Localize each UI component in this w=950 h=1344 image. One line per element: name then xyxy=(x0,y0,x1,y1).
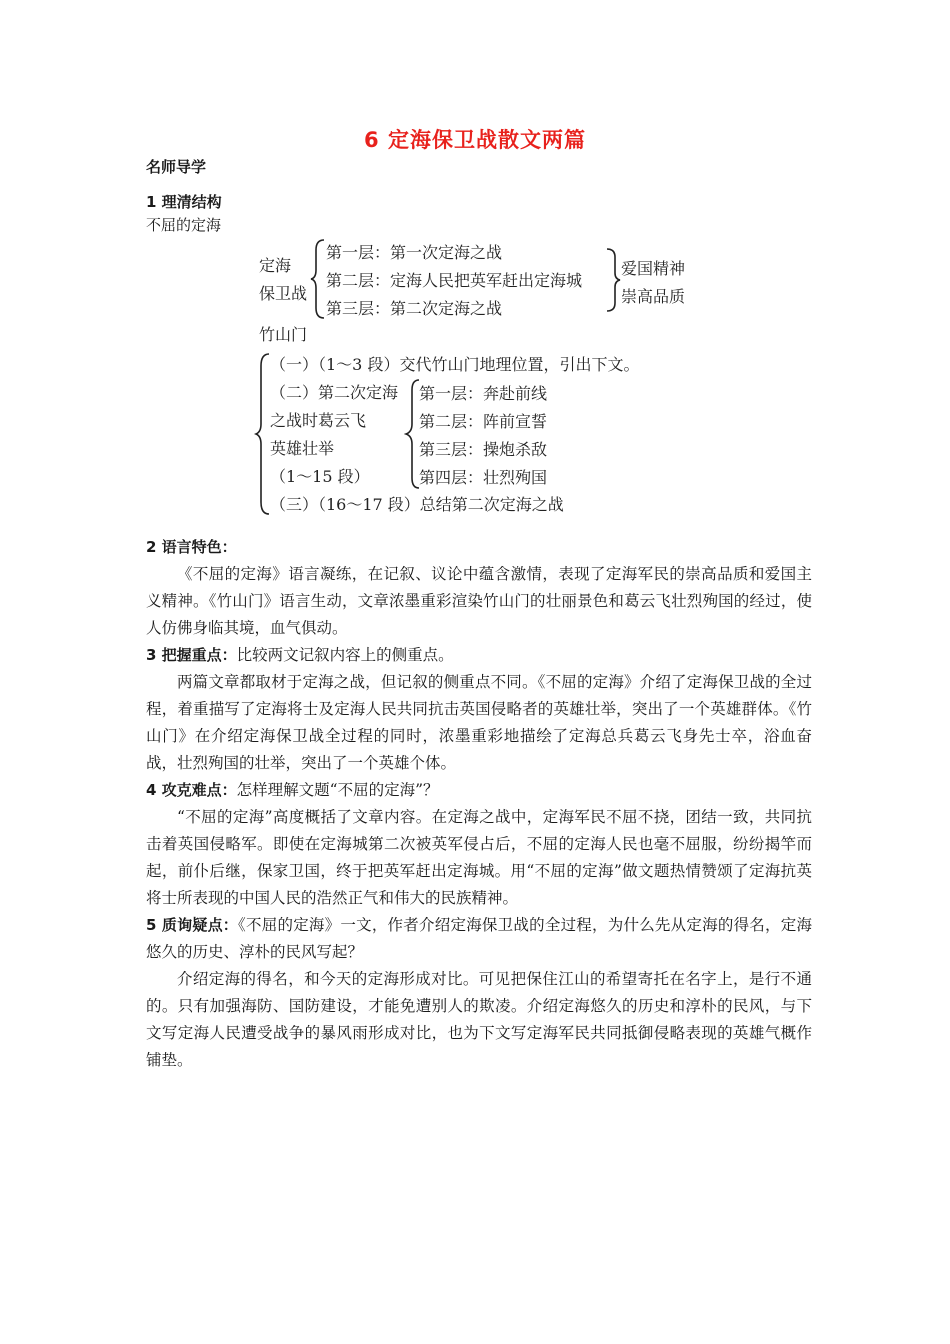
diagram2-part-3: （三）（16～17 段）总结第二次定海之战 xyxy=(270,495,564,514)
section5-lead: 《不屈的定海》一文，作者介绍定海保卫战的全过程，为什么先从定海的得名，定海悠久的历史、淳朴的民风写起？ xyxy=(146,916,812,961)
diagram2-part-2-line-3: 英雄壮举 xyxy=(270,439,335,458)
section2-heading: 2 语言特色： xyxy=(146,538,237,556)
diagram2-part-2-line-2: 之战时葛云飞 xyxy=(270,411,367,430)
section3-lead: 比较两文记叙内容上的侧重点。 xyxy=(236,646,454,664)
diagram1-layer-3: 第三层：第二次定海之战 xyxy=(326,299,503,318)
section4-heading: 4 攻克难点： xyxy=(146,781,237,799)
diagram2-part-2-line-4: （1～15 段） xyxy=(270,467,370,486)
section5-paragraph: 介绍定海的得名，和今天的定海形成对比。可见把保住江山的希望寄托在名字上，是行不通的。只有加强海防、国防建设，才能免遭别人的欺凌。介绍定海悠久的历史和淳朴的民风，与下文写定海人民遭受战争的暴风雨形成对比，也为下文写定海军民共同抵御侵略表现的英雄气概作铺垫。 xyxy=(146,970,812,1069)
page-title: 6 定海保卫战散文两篇 xyxy=(364,128,586,152)
diagram2-sublayer-2: 第二层：阵前宣誓 xyxy=(419,412,548,431)
diagram2-sublayer-1: 第一层：奔赴前线 xyxy=(419,384,548,403)
section1-subtitle: 不屈的定海 xyxy=(146,216,222,234)
right-brace-icon xyxy=(604,247,622,313)
diagram2-part-2-line-1: （二）第二次定海 xyxy=(270,383,399,402)
diagram1-theme-2: 崇高品质 xyxy=(621,287,686,306)
guide-heading: 名师导学 xyxy=(146,158,207,176)
section3-line xyxy=(146,642,812,669)
main-text xyxy=(146,534,812,1074)
diagram1-root-line2: 保卫战 xyxy=(259,284,308,303)
diagram1-root-line1: 定海 xyxy=(259,256,292,275)
section5-line xyxy=(146,912,812,966)
diagram2-sublayer-4: 第四层：壮烈殉国 xyxy=(419,468,548,487)
section1-heading: 1 理清结构 xyxy=(146,193,222,211)
diagram1-theme-1: 爱国精神 xyxy=(621,259,686,278)
diagram2-sublayer-3: 第三层：操炮杀敌 xyxy=(419,440,548,459)
section5-heading: 5 质询疑点： xyxy=(146,916,239,934)
diagram2-title: 竹山门 xyxy=(259,325,308,344)
diagram1-layer-1: 第一层：第一次定海之战 xyxy=(326,243,503,262)
section3-paragraph: 两篇文章都取材于定海之战，但记叙的侧重点不同。《不屈的定海》介绍了定海保卫战的全过程，着重描写了定海将士及定海人民共同抗击英国侵略者的英雄壮举，突出了一个英雄群体。《竹山门》在介绍定海保卫战全过程的同时，浓墨重彩地描绘了定海总兵葛云飞身先士卒，浴血奋战，壮烈殉国的壮举，突出了一个英雄个体。 xyxy=(146,673,812,772)
section3-heading: 3 把握重点： xyxy=(146,646,237,664)
diagram2-part-1: （一）（1～3 段）交代竹山门地理位置，引出下文。 xyxy=(270,355,640,374)
section2-paragraph: 《不屈的定海》语言凝练，在记叙、议论中蕴含激情，表现了定海军民的崇高品质和爱国主义精神。《竹山门》语言生动，文章浓墨重彩渲染竹山门的壮丽景色和葛云飞壮烈殉国的经过，使人仿佛身临其境，血气俱动。 xyxy=(146,565,812,637)
section4-paragraph: “不屈的定海”高度概括了文章内容。在定海之战中，定海军民不屈不挠，团结一致，共同抗击着英国侵略军。即使在定海城第二次被英军侵占后，不屈的定海人民也毫不屈服，纷纷揭竿而起，前仆后继，保家卫国，终于把英军赶出定海城。用“不屈的定海”做文题热情赞颂了定海抗英将士所表现的中国人民的浩然正气和伟大的民族精神。 xyxy=(146,808,812,907)
section4-lead: 怎样理解文题“不屈的定海”？ xyxy=(236,781,439,799)
diagram1-layer-2: 第二层：定海人民把英军赶出定海城 xyxy=(326,271,583,290)
section4-line xyxy=(146,777,812,804)
